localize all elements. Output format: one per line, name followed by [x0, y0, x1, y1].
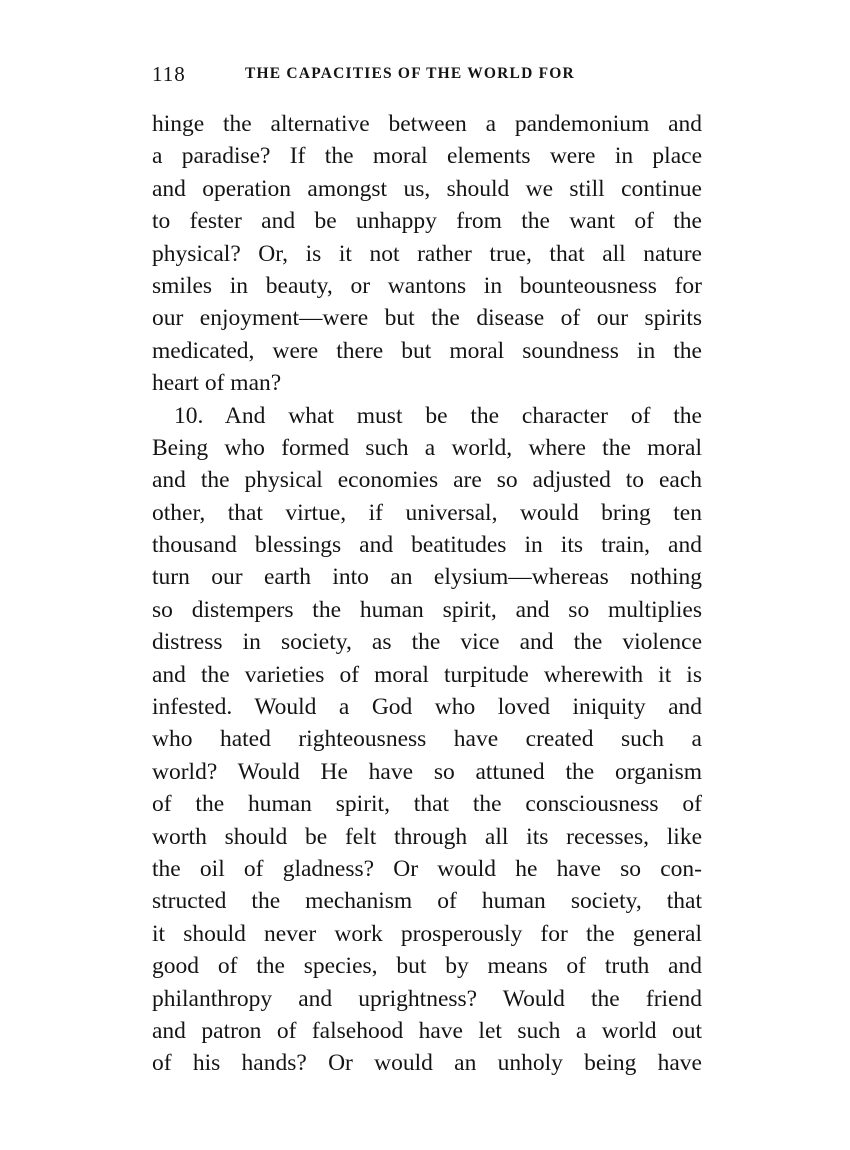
text-line: world? Would He have so attuned the organism	[152, 758, 702, 785]
text-line: other, that virtue, if universal, would bring ten	[152, 499, 702, 526]
text-line: good of the species, but by means of truth and	[152, 953, 702, 980]
page-header	[152, 62, 702, 88]
text-line: and operation amongst us, should we still continue	[152, 175, 702, 202]
text-line: structed the mechanism of human society, that	[152, 888, 702, 915]
text-line: physical? Or, is it not rather true, that all nature	[152, 240, 702, 267]
text-line: so distempers the human spirit, and so multiplies	[152, 596, 702, 623]
text-line: infested. Would a God who loved iniquity and	[152, 694, 702, 721]
text-line: and the varieties of moral turpitude wherewith it is	[152, 661, 702, 688]
text-line: of his hands? Or would an unholy being have	[152, 1050, 702, 1077]
text-line: the oil of gladness? Or would he have so con-	[152, 855, 702, 882]
text-line: of the human spirit, that the consciousness of	[152, 791, 702, 818]
text-line: medicated, were there but moral soundness in the	[152, 337, 702, 364]
body-text	[152, 108, 702, 1080]
paragraph-end-line: heart of man?	[152, 370, 282, 397]
running-head: THE CAPACITIES OF THE WORLD FOR	[245, 65, 575, 82]
text-line: smiles in beauty, or wantons in bounteousness for	[152, 272, 702, 299]
text-line: and the physical economies are so adjusted to each	[152, 467, 702, 494]
text-line: turn our earth into an elysium—whereas nothing	[152, 564, 702, 591]
text-line: to fester and be unhappy from the want of the	[152, 208, 702, 235]
text-line: distress in society, as the vice and the violence	[152, 629, 702, 656]
page-number: 118	[152, 62, 186, 86]
text-line: thousand blessings and beatitudes in its train, and	[152, 532, 702, 559]
text-line: philanthropy and uprightness? Would the friend	[152, 985, 702, 1012]
text-line: who hated righteousness have created such a	[152, 726, 702, 753]
text-line: it should never work prosperously for the general	[152, 920, 702, 947]
text-line: a paradise? If the moral elements were in place	[152, 143, 702, 170]
paragraph-start-line: 10. And what must be the character of the	[174, 402, 702, 429]
text-line: worth should be felt through all its recesses, like	[152, 823, 702, 850]
text-line: and patron of falsehood have let such a world out	[152, 1017, 702, 1044]
text-line: Being who formed such a world, where the moral	[152, 434, 702, 461]
text-line: hinge the alternative between a pandemonium and	[152, 111, 702, 137]
text-line: our enjoyment—were but the disease of our spirits	[152, 305, 702, 332]
